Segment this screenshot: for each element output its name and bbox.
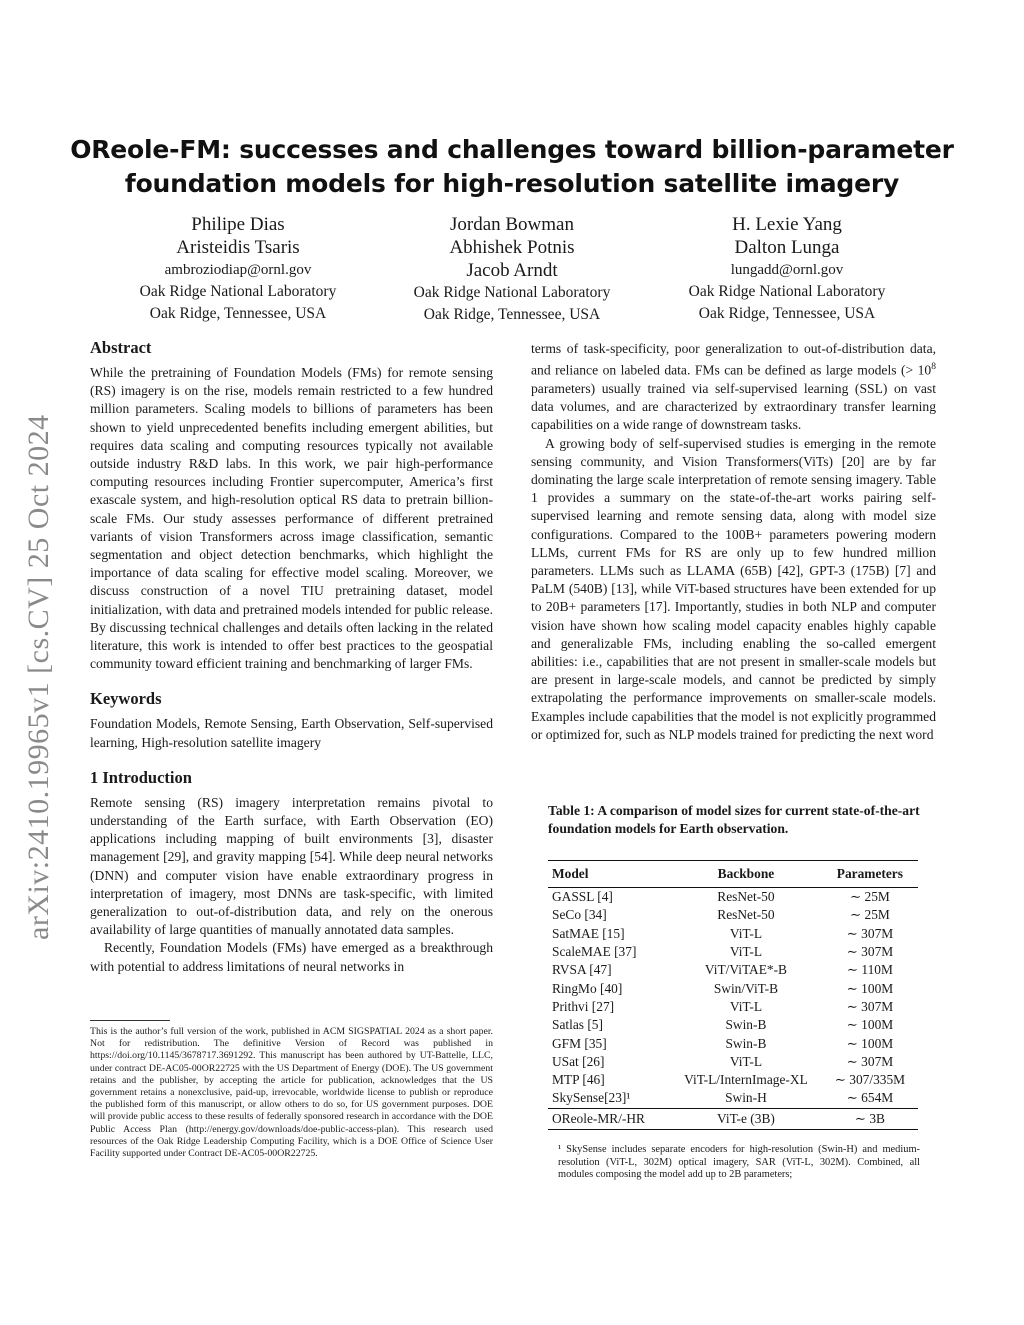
superscript: 8 [931, 362, 936, 373]
model-cell: ScaleMAE [37] [552, 944, 637, 960]
table-row [548, 1016, 918, 1034]
parameters-cell: ∼ 110M [846, 962, 893, 978]
author-name: Aristeidis Tsaris [176, 237, 300, 258]
author-affiliation: Oak Ridge National Laboratory [139, 283, 337, 300]
abstract-heading: Abstract [90, 338, 152, 357]
model-cell: RVSA [47] [552, 962, 612, 978]
author-name: Jacob Arndt [466, 260, 558, 281]
model-cell: SeCo [34] [552, 907, 607, 923]
author-column-2 [382, 213, 642, 326]
parameters-cell: ∼ 100M [846, 980, 894, 996]
backbone-cell: Swin-B [725, 1017, 767, 1033]
title-line-1: OReole-FM: successes and challenges toward billion-parameter [70, 135, 954, 164]
parameters-cell: ∼ 307/335M [834, 1072, 906, 1088]
table-footnote: ¹ SkySense includes separate encoders for high-resolution (Swin-H) and medium-resolution (ViT-L, 302M) optical imagery, SAR (ViT-L, 302M). Combined, all modules composing the model add up to 2B parameters; [558, 1144, 920, 1181]
right-paragraph-1 [531, 340, 936, 435]
parameters-cell: ∼ 307M [846, 1053, 894, 1069]
parameters-cell: ∼ 3B [822, 1108, 918, 1129]
backbone-cell: ResNet-50 [717, 907, 775, 923]
backbone-cell: ViT-L [729, 925, 763, 941]
keywords-heading: Keywords [90, 689, 162, 709]
model-size-table [548, 860, 918, 1130]
model-cell: GASSL [4] [552, 889, 613, 905]
footnote-rule [90, 1020, 170, 1021]
paragraph-text: terms of task-specificity, poor generalization to out-of-distribution data, and reliance on labeled data. FMs can be defined as large models (> 10 [531, 341, 936, 378]
parameters-cell: ∼ 307M [846, 944, 894, 960]
parameters-cell: ∼ 100M [846, 1035, 894, 1051]
backbone-cell: ViT-L/InternImage-XL [684, 1072, 808, 1088]
paragraph-text: parameters) usually trained via self-supervised learning (SSL) on vast data volumes, and are characterized by extraordinary transfer learning capabilities on a wide range of downstream tasks. [531, 380, 936, 433]
footnote: This is the author’s full version of the work, published in ACM SIGSPATIAL 2024 as a short paper. Not for redistribution. The definitive Version of Record was published in https://doi.org/10.1145/3678717.3691292. This manuscript has been authored by UT-Battelle, LLC, under contract DE-AC05-00OR22725 with the US Department of Energy (DOE). The US government retains and the publisher, by accepting the article for publication, acknowledges that the US government retains a nonexclusive, paid-up, irrevocable, worldwide license to publish or reproduce the published form of this manuscript, or allow others to do so, for US government purposes. DOE will provide public access to these results of federally sponsored research in accordance with the DOE Public Access Plan (http://energy.gov/downloads/doe-public-access-plan). This research used resources of the Oak Ridge Leadership Computing Facility, which is a DOE Office of Science User Facility supported under Contract DE-AC05-00OR22725. [90, 1026, 493, 1160]
parameters-cell: ∼ 307M [846, 925, 894, 941]
parameters-cell: ∼ 25M [849, 907, 890, 923]
table-row [548, 888, 918, 907]
table-row [548, 943, 918, 961]
author-name: H. Lexie Yang [732, 214, 842, 235]
author-name: Dalton Lunga [734, 237, 840, 258]
model-cell: Satlas [5] [552, 1017, 603, 1033]
backbone-cell: ViT-L [729, 944, 763, 960]
parameters-cell: ∼ 25M [849, 889, 890, 905]
table-row [548, 925, 918, 943]
parameters-cell: ∼ 307M [846, 998, 894, 1014]
author-location: Oak Ridge, Tennessee, USA [149, 305, 327, 322]
column-header: Model [548, 861, 670, 888]
backbone-cell: Swin-H [725, 1090, 767, 1106]
paper-title [60, 133, 964, 201]
arxiv-stamp: arXiv:2410.19965v1 [cs.CV] 25 Oct 2024 [22, 414, 55, 940]
author-location: Oak Ridge, Tennessee, USA [423, 306, 601, 323]
backbone-cell: ViT-L [729, 1053, 763, 1069]
parameters-cell: ∼ 100M [846, 1017, 894, 1033]
backbone-cell: ViT/ViTAE*-B [704, 962, 787, 978]
table-header-row [548, 861, 918, 888]
backbone-cell: ViT-e (3B) [670, 1108, 822, 1129]
backbone-cell: ViT-L [729, 998, 763, 1014]
author-email: lungadd@ornl.gov [730, 262, 844, 278]
author-name: Philipe Dias [191, 214, 285, 235]
backbone-cell: ResNet-50 [717, 889, 775, 905]
model-cell: SatMAE [15] [552, 925, 625, 941]
backbone-cell: Swin-B [725, 1035, 767, 1051]
model-cell: SkySense[23]¹ [552, 1090, 631, 1106]
intro-paragraph-2: Recently, Foundation Models (FMs) have emerged as a breakthrough with potential to address limitations of neural networks in [90, 940, 493, 974]
author-column-1 [108, 213, 368, 325]
author-name: Jordan Bowman [449, 214, 574, 235]
author-column-3 [657, 213, 917, 325]
table-row [548, 1071, 918, 1089]
table-row-oreole [548, 1108, 918, 1129]
title-line-2: foundation models for high-resolution satellite imagery [124, 169, 900, 198]
column-header: Parameters [822, 861, 918, 888]
model-cell: MTP [46] [552, 1072, 605, 1088]
author-affiliation: Oak Ridge National Laboratory [413, 284, 611, 301]
model-cell: GFM [35] [552, 1035, 607, 1051]
model-cell: OReole-MR/-HR [548, 1108, 670, 1129]
introduction-heading: 1 Introduction [90, 767, 192, 787]
model-cell: USat [26] [552, 1053, 605, 1069]
author-name: Abhishek Potnis [449, 237, 575, 258]
table-row [548, 1034, 918, 1052]
right-paragraph-2: A growing body of self-supervised studies is emerging in the remote sensing community, and Vision Transformers(ViTs) [20] are by far dominating the large scale interpretation of remote sensing imagery. Table 1 provides a summary on the state-of-the-art works pairing self-supervised learning and remote sensing data, along with model size configurations. Compared to the 100B+ parameters powering modern LLMs, current FMs for RS are only up to few hundred million parameters. LLMs such as LLAMA (65B) [42], GPT-3 (175B) [7] and PaLM (540B) [13], while ViT-based structures have been extended for up to 20B+ parameters [17]. Importantly, studies in both NLP and computer vision have shown how scaling model capacity enables highly capable and generalizable FMs, including enabling the so-called emergent abilities: i.e., capabilities that are not present in smaller-scale models but are present in large-scale models, and cannot be predicted by simply extrapolating the performance improvements on smaller-scale models. Examples include capabilities that the model is not explicitly programmed or optimized for, such as NLP models trained for predicting the next word [531, 435, 936, 742]
model-cell: Prithvi [27] [552, 998, 615, 1014]
right-column [531, 340, 936, 744]
abstract-text: While the pretraining of Foundation Models (FMs) for remote sensing (RS) imagery is on the rise, models remain restricted to a few hundred million parameters. Scaling models to billions of parameters has been shown to yield unprecedented benefits including emergent abilities, but requires data scaling and computing resources typically not available outside industry R&D labs. In this work, we pair high-performance computing resources including Frontier supercomputer, America’s first exascale system, and high-resolution optical RS data to pretrain billion-scale FMs. Our study assesses performance of different pretrained variants of vision Transformers across image classification, semantic segmentation and object detection benchmarks, which highlight the importance of data scaling for effective model scaling. Moreover, we discuss construction of a novel TIU pretraining dataset, model initialization, with data and pretrained models intended for public release. By discussing technical challenges and details often lacking in the related literature, this work is intended to offer best practices to the geospatial community toward efficient training and benchmarking of larger FMs. [90, 365, 493, 672]
intro-paragraph-1: Remote sensing (RS) imagery interpretation remains pivotal to understanding of the Earth surface, with Earth Observation (EO) applications including mapping of built environments [3], disaster management [29], and gravity mapping [54]. While deep neural networks (DNN) and computer vision have enable extraordinary progress in interpretation of imagery, most DNNs are task-specific, with limited generalization to out-of-distribution data, and rely on the onerous availability of large quantities of manually annotated data samples. [90, 794, 493, 938]
table-row [548, 906, 918, 924]
table-row [548, 961, 918, 979]
backbone-cell: Swin/ViT-B [713, 980, 779, 996]
keywords-text: Foundation Models, Remote Sensing, Earth Observation, Self-supervised learning, High-resolution satellite imagery [90, 716, 493, 750]
table-row [548, 979, 918, 997]
author-location: Oak Ridge, Tennessee, USA [698, 305, 876, 322]
table-row [548, 1053, 918, 1071]
column-header: Backbone [670, 861, 822, 888]
table-row [548, 998, 918, 1016]
author-email: ambroziodiap@ornl.gov [164, 262, 312, 278]
parameters-cell: ∼ 654M [846, 1090, 894, 1106]
table-row [548, 1089, 918, 1108]
table-caption: Table 1: A comparison of model sizes for current state-of-the-art foundation models for Earth observation. [548, 803, 920, 836]
model-cell: RingMo [40] [552, 980, 623, 996]
left-column [90, 338, 493, 976]
author-affiliation: Oak Ridge National Laboratory [688, 283, 886, 300]
